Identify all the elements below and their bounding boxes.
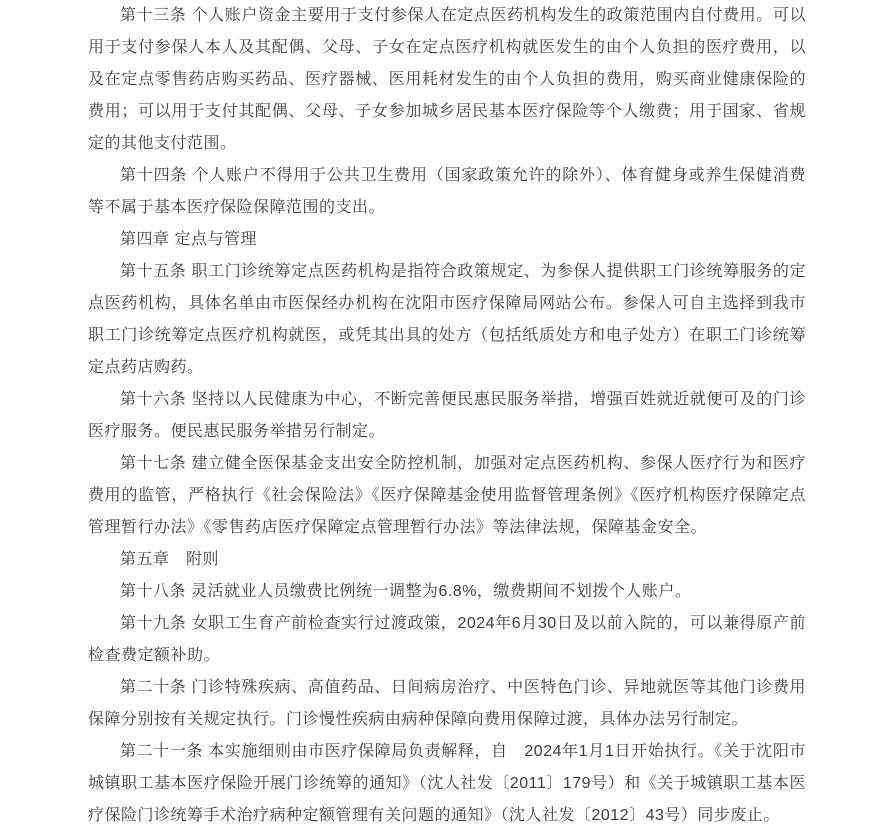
article-13: 第十三条 个人账户资金主要用于支付参保人在定点医药机构发生的政策范围内自付费用。可以用于支付参保人本人及其配偶、父母、子女在定点医疗机构就医发生的由个人负担的医疗费用，以及在定点零售药店购买药品、医疗器械、医用耗材发生的由个人负担的费用，购买商业健康保险的费用；可以用于支付其配偶、父母、子女参加城乡居民基本医疗保险等个人缴费；用于国家、省规定的其他支付范围。 (88, 7, 806, 152)
article-15: 第十五条 职工门诊统筹定点医药机构是指符合政策规定、为参保人提供职工门诊统筹服务的定点医药机构，具体名单由市医保经办机构在沈阳市医疗保障局网站公布。参保人可自主选择到我市职工门诊统筹定点医疗机构就医，或凭其出具的处方（包括纸质处方和电子处方）在职工门诊统筹定点药店购药。 (88, 263, 806, 376)
article-21: 第二十一条 本实施细则由市医疗保障局负责解释，自 2024年1月1日开始执行。《关于沈阳市城镇职工基本医疗保险开展门诊统筹的通知》（沈人社发〔2011〕179号）和《关于城镇职工基本医疗保险门诊统筹手术治疗病种定额管理有关问题的通知》（沈人社发〔2012〕43号）同步废止。 (88, 743, 806, 824)
article-18: 第十八条 灵活就业人员缴费比例统一调整为6.8%，缴费期间不划拨个人账户。 (120, 583, 692, 600)
article-17: 第十七条 建立健全医保基金支出安全防控机制，加强对定点医药机构、参保人医疗行为和医疗费用的监管，严格执行《社会保险法》《医疗保障基金使用监督管理条例》《医疗机构医疗保障定点管理暂行办法》《零售药店医疗保障定点管理暂行办法》等法律法规，保障基金安全。 (88, 455, 806, 536)
article-16: 第十六条 坚持以人民健康为中心，不断完善便民惠民服务举措，增强百姓就近就便可及的门诊医疗服务。便民惠民服务举措另行制定。 (88, 391, 806, 440)
article-19: 第十九条 女职工生育产前检查实行过渡政策，2024年6月30日及以前入院的，可以兼得原产前检查费定额补助。 (88, 615, 806, 664)
article-14: 第十四条 个人账户不得用于公共卫生费用（国家政策允许的除外）、体育健身或养生保健消费等不属于基本医疗保险保障范围的支出。 (88, 167, 806, 216)
chapter-4-heading: 第四章 定点与管理 (120, 231, 257, 248)
chapter-5-heading: 第五章 附则 (120, 551, 220, 568)
article-20: 第二十条 门诊特殊疾病、高值药品、日间病房治疗、中医特色门诊、异地就医等其他门诊费用保障分别按有关规定执行。门诊慢性疾病由病种保障向费用保障过渡，具体办法另行制定。 (88, 679, 806, 728)
